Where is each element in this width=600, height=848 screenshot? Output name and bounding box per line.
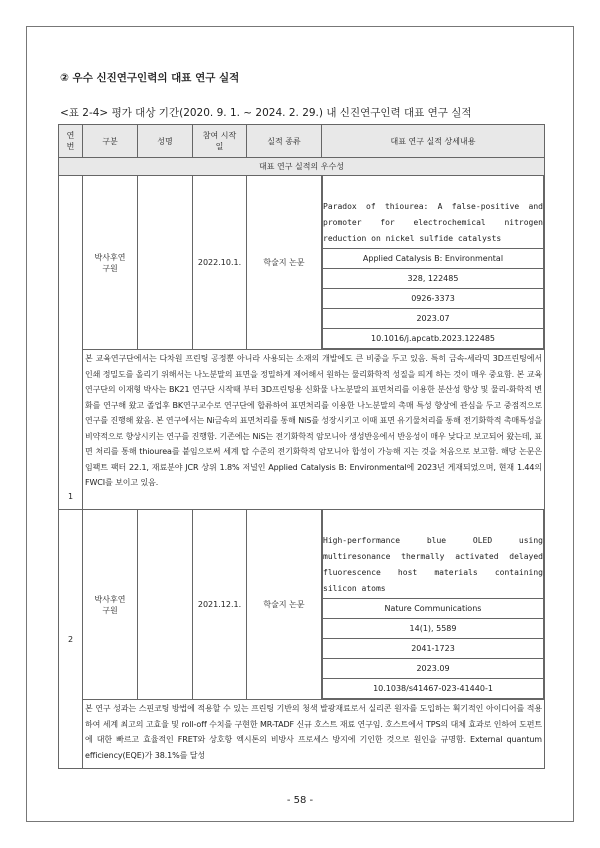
row-join-date: 2021.12.1.: [193, 510, 247, 700]
paper-journal: Applied Catalysis B: Environmental: [323, 249, 544, 269]
row-summary: 본 교육연구단에서는 다차원 프린팅 공정뿐 아니라 사용되는 소재의 개발에도 큰 비중을 두고 있음. 특히 금속-세라믹 3D프린팅에서 인쇄 정밀도를 올리기 위해서는 나노분말의 표면을 정밀하게 제어해서 원하는 물리화학적 성질을 띄게 하는 것이 매우 중요함. 본 교육연구단의 이재형 박사는 BK21 연구단 시작때 부터 3D프린팅용 신화물 나노분말의 표면처리를 이용한 분산성 향상 및 물리-화학적 변화를 연구해 왔고 졸업후 BK연구교수로 연구단에 합류하여 표면처리를 이용한 나노분말의 촉매 특성 향상에 관심을 두고 중점적으로 연구를 진행해 왔음. 본 연구에서는 Ni금속의 표면처리를 통해 NiS를 성장시키고 이때 표면 유기물처리를 통해 전기화학적 촉매특성을 비약적으로 향상시키는 연구를 진행함. 기존에는 NiS는 전기화학적 암모니아 생성반응에서 반응성이 매우 낮다고 보고되어 왔는데, 표면 처리를 통해 thiourea를 붙임으로써 세계 탑 수준의 전기화학적 암모니아 합성이 가능해 지는 것을 처음으로 보고함. 해당 논문은 임팩트 팩터 22.1, 재료분야 JCR 상위 1.8% 저널인 Applied Catalysis B: Environmental에 2023년 게재되었으며, 현재 1.44의 FWCI를 보이고 있음.: [83, 350, 545, 510]
row-detail: [322, 176, 545, 350]
paper-title: High-performance blue OLED using multiresonance thermally activated delayed fluorescence host materials containing silicon atoms: [323, 510, 544, 599]
paper-doi: 10.1016/j.apcatb.2023.122485: [323, 329, 544, 349]
paper-issn: 0926-3373: [323, 289, 544, 309]
row-join-date: 2022.10.1.: [193, 176, 247, 350]
row-summary: 본 연구 성과는 스핀코팅 방법에 적용할 수 있는 프린팅 기반의 청색 발광재료로서 실리콘 원자를 도입하는 획기적인 아이디어를 적용하여 세계 최고의 고효율 및 roll-off 수치를 구현한 MR-TADF 신규 호스트 재료 연구임. 호스트에서 TPS의 대체 효과로 인하여 도펀트에 대한 빠르고 효율적인 FRET와 상호항 엑시톤의 비방사 프로세스 방지에 기인한 것으로 원인을 규명함. External quantum efficiency(EQE)가 38.1%를 달성: [83, 700, 545, 769]
header-name: 성명: [138, 125, 193, 158]
header-detail: 대표 연구 실적 상세내용: [322, 125, 545, 158]
header-join-date: 참여 시작일: [193, 125, 247, 158]
paper-issn: 2041-1723: [323, 639, 544, 659]
row-detail: [322, 510, 545, 700]
header-category: 구분: [83, 125, 138, 158]
row-type: 학술지 논문: [247, 510, 322, 700]
paper-date: 2023.09: [323, 659, 544, 679]
table-subheader-row: [59, 158, 545, 176]
table-caption: <표 2-4> 평가 대상 기간(2020. 9. 1. ~ 2024. 2. 29.) 내 신진연구인력 대표 연구 실적: [60, 107, 472, 119]
table-row-summary: [59, 700, 545, 769]
header-no: 연번: [59, 125, 83, 158]
research-table: [58, 124, 545, 769]
paper-journal: Nature Communications: [323, 599, 544, 619]
table-header-row: [59, 125, 545, 158]
section-heading: ② 우수 신진연구인력의 대표 연구 실적: [60, 72, 240, 84]
table-row-summary: [59, 350, 545, 510]
row-number: 2: [59, 510, 83, 769]
row-name: [138, 510, 193, 700]
subheader-spacer: 대표 연구 실적의 우수성: [59, 158, 545, 176]
paper-doi: 10.1038/s41467-023-41440-1: [323, 679, 544, 699]
table-row: [59, 176, 545, 350]
paper-title: Paradox of thiourea: A false-positive and promoter for electrochemical nitrogen reduction on nickel sulfide catalysts: [323, 176, 544, 249]
row-name: [138, 176, 193, 350]
table-row: [59, 510, 545, 700]
page-number: - 58 -: [286, 795, 314, 806]
paper-date: 2023.07: [323, 309, 544, 329]
row-category: 박사후연구원: [83, 176, 138, 350]
row-number: 1: [59, 176, 83, 510]
paper-volume: 328, 122485: [323, 269, 544, 289]
row-category: 박사후연구원: [83, 510, 138, 700]
row-type: 학술지 논문: [247, 176, 322, 350]
paper-volume: 14(1), 5589: [323, 619, 544, 639]
header-type: 실적 종류: [247, 125, 322, 158]
